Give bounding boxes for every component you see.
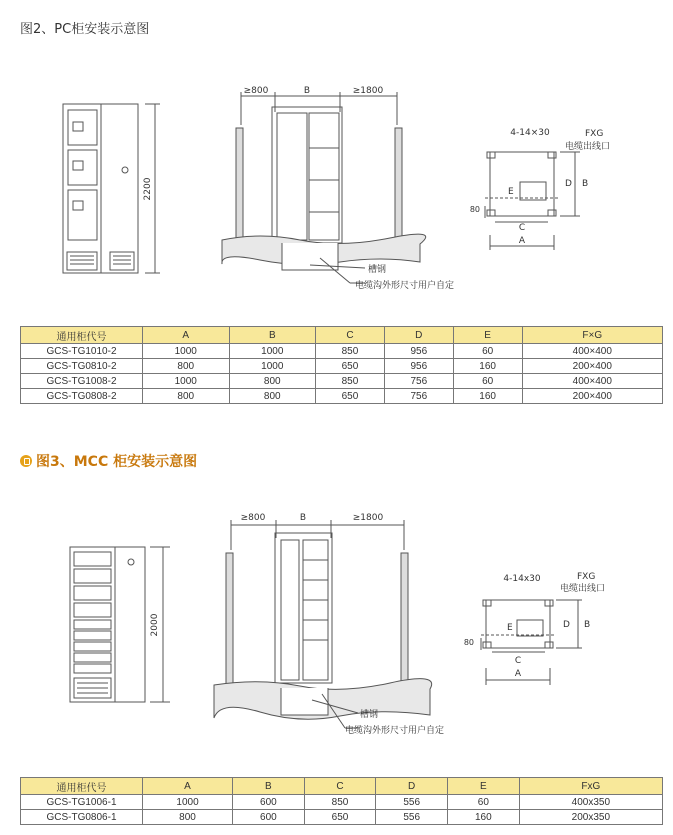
table-cell: 850 [304,795,376,810]
table-row [21,795,663,810]
mcc-installation-view [214,520,432,728]
col-header: D [376,778,448,795]
pc-right-gap-dim: ≥1800 [352,86,384,96]
col-header: D [384,327,453,344]
pc-e-dim: E [508,187,514,197]
section2-title-text: 图3、MCC 柜安装示意图 [36,454,198,470]
table-cell: 650 [316,389,385,404]
table-cell: 200×400 [522,359,662,374]
table-cell: 600 [233,795,305,810]
col-header: 通用柜代号 [21,327,143,344]
table-row [21,374,663,389]
mcc-trench-note: 电缆沟外形尺寸用户自定 [345,726,445,736]
pc-height-dim: 2200 [143,177,153,201]
table-cell: 800 [229,389,316,404]
pc-channel-steel-label: 槽钢 [368,265,387,275]
table-cell: GCS-TG1008-2 [21,374,143,389]
mcc-height-dim: 2000 [150,613,160,637]
pc-cabinet-drawings [0,0,673,330]
table-cell: 400×400 [522,344,662,359]
table-header-row [21,778,663,795]
table-cell: 1000 [229,344,316,359]
pc-spec-table [20,326,663,404]
table-cell: 800 [143,810,233,825]
table-cell: 756 [384,389,453,404]
table-cell: 650 [316,359,385,374]
mcc-fxg-label: FXG [577,572,596,582]
table-cell: 1000 [143,374,230,389]
mcc-foundation-plan [481,600,582,685]
mcc-e-dim: E [507,623,513,633]
mcc-c-dim: C [514,656,522,666]
pc-d-dim: D [565,179,572,189]
table-cell: 956 [384,344,453,359]
table-cell: 400×400 [522,374,662,389]
mcc-left-gap-dim: ≥800 [240,513,266,523]
col-header: E [448,778,520,795]
pc-installation-view [222,92,426,283]
pc-hole-dim: 4-14×30 [510,128,550,138]
col-header: C [316,327,385,344]
table-cell: 200x350 [519,810,662,825]
mcc-cabinet-drawings [0,480,673,770]
table-cell: 160 [453,389,522,404]
mcc-right-gap-dim: ≥1800 [352,513,384,523]
table-row [21,810,663,825]
pc-foundation-plan [485,152,580,250]
mcc-80-dim: 80 [463,638,474,647]
table-cell: GCS-TG0810-2 [21,359,143,374]
col-header: A [143,778,233,795]
table-cell: 160 [453,359,522,374]
pc-cable-outlet-label: 电缆出线口 [565,142,611,152]
pc-b-dim: B [303,86,311,96]
table-cell: 1000 [143,344,230,359]
table-row [21,359,663,374]
table-row [21,344,663,359]
table-cell: 600 [233,810,305,825]
col-header: E [453,327,522,344]
col-header: F×G [522,327,662,344]
pc-fxg-label: FXG [585,129,604,139]
table-cell: 400x350 [519,795,662,810]
table-cell: 800 [229,374,316,389]
col-header: B [229,327,316,344]
table-cell: 800 [143,389,230,404]
table-cell: 850 [316,374,385,389]
pc-c-dim: C [518,223,526,233]
table-cell: 160 [448,810,520,825]
table-cell: 60 [453,374,522,389]
table-cell: 1000 [229,359,316,374]
mcc-b-side-dim: B [584,620,591,630]
pc-b-side-dim: B [582,179,589,189]
table-cell: 556 [376,810,448,825]
col-header: B [233,778,305,795]
mcc-a-dim: A [514,669,522,679]
table-row [21,389,663,404]
table-header-row [21,327,663,344]
col-header: FxG [519,778,662,795]
pc-80-dim: 80 [469,205,480,214]
table-cell: 756 [384,374,453,389]
table-cell: 200×400 [522,389,662,404]
table-cell: 556 [376,795,448,810]
mcc-cable-outlet-label: 电缆出线口 [560,584,606,594]
table-cell: 60 [448,795,520,810]
bullet-icon [20,455,32,467]
col-header: C [304,778,376,795]
table-cell: GCS-TG1010-2 [21,344,143,359]
table-cell: GCS-TG1006-1 [21,795,143,810]
table-cell: 800 [143,359,230,374]
table-cell: 650 [304,810,376,825]
mcc-d-dim: D [563,620,570,630]
section2-title [20,451,197,471]
table-cell: 956 [384,359,453,374]
mcc-spec-table [20,777,663,825]
pc-a-dim: A [518,236,526,246]
col-header: A [143,327,230,344]
mcc-hole-dim: 4-14x30 [503,574,541,584]
mcc-channel-steel-label: 槽钢 [360,710,379,720]
col-header: 通用柜代号 [21,778,143,795]
table-cell: 60 [453,344,522,359]
pc-trench-note: 电缆沟外形尺寸用户自定 [355,281,455,291]
table-cell: GCS-TG0808-2 [21,389,143,404]
pc-left-gap-dim: ≥800 [243,86,269,96]
table-cell: 850 [316,344,385,359]
mcc-b-dim: B [299,513,307,523]
section1-title: 图2、PC柜安装示意图 [20,22,150,37]
table-cell: 1000 [143,795,233,810]
table-cell: GCS-TG0806-1 [21,810,143,825]
